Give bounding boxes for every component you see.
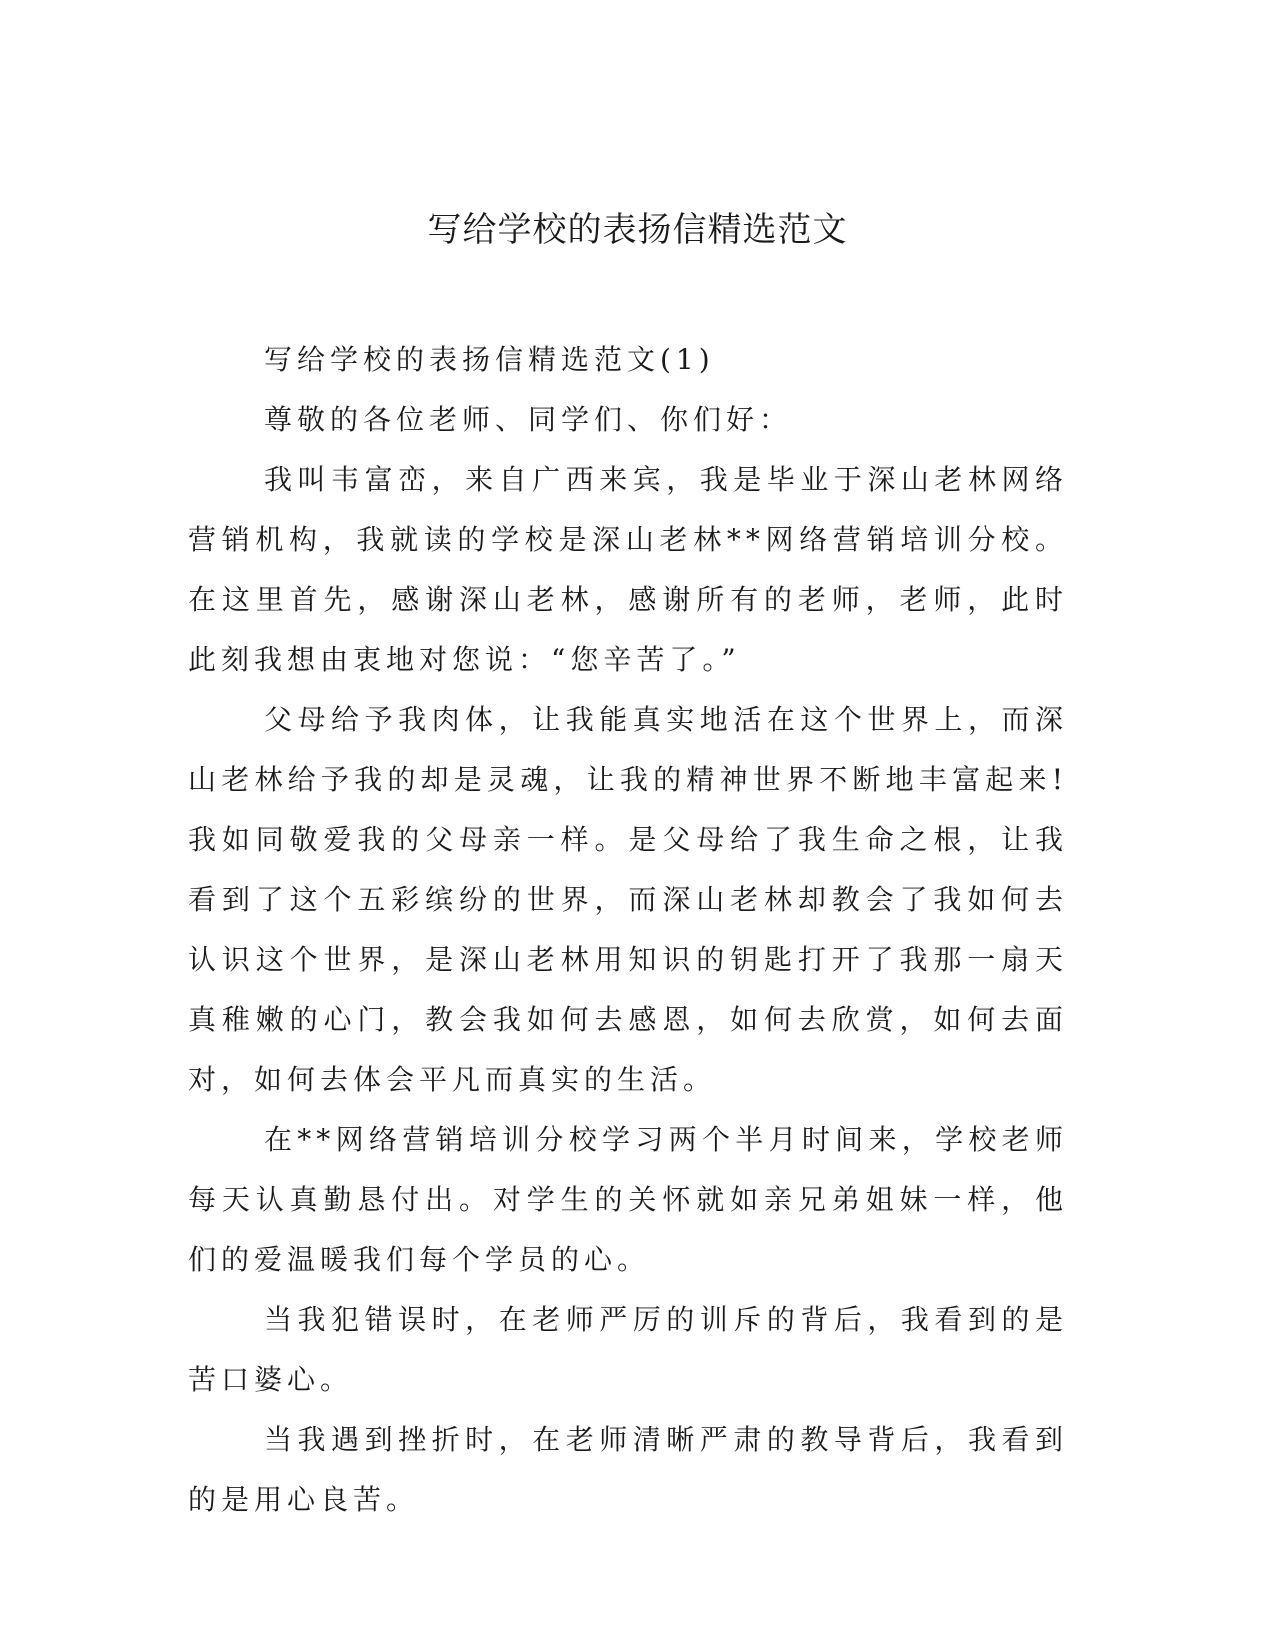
salutation: 尊敬的各位老师、同学们、你们好： <box>264 403 793 436</box>
paragraph-school: 在**网络营销培训分校学习两个半月时间来，学校老师每天认真勤恳付出。对学生的关怀就如亲兄弟姐妹一样，他们的爱温暖我们每个学员的心。 <box>188 1123 1068 1276</box>
section-heading: 写给学校的表扬信精选范文(1) <box>264 343 715 376</box>
document-body <box>188 330 1068 1530</box>
document-title: 写给学校的表扬信精选范文 <box>427 210 848 250</box>
paragraph-intro: 我叫韦富峦，来自广西来宾，我是毕业于深山老林网络营销机构，我就读的学校是深山老林**网络营销培训分校。在这里首先，感谢深山老林，感谢所有的老师，老师，此时此刻我想由衷地对您说：“您辛苦了。” <box>188 463 1068 676</box>
paragraph-setbacks: 当我遇到挫折时，在老师清晰严肃的教导背后，我看到的是用心良苦。 <box>188 1423 1068 1516</box>
paragraph-mistakes: 当我犯错误时，在老师严厉的训斥的背后，我看到的是苦口婆心。 <box>188 1303 1068 1396</box>
paragraph-parents: 父母给予我肉体，让我能真实地活在这个世界上，而深山老林给予我的却是灵魂，让我的精神世界不断地丰富起来!我如同敬爱我的父母亲一样。是父母给了我生命之根，让我看到了这个五彩缤纷的世界，而深山老林却教会了我如何去认识这个世界，是深山老林用知识的钥匙打开了我那一扇天真稚嫩的心门，教会我如何去感恩，如何去欣赏，如何去面对，如何去体会平凡而真实的生活。 <box>188 703 1068 1096</box>
